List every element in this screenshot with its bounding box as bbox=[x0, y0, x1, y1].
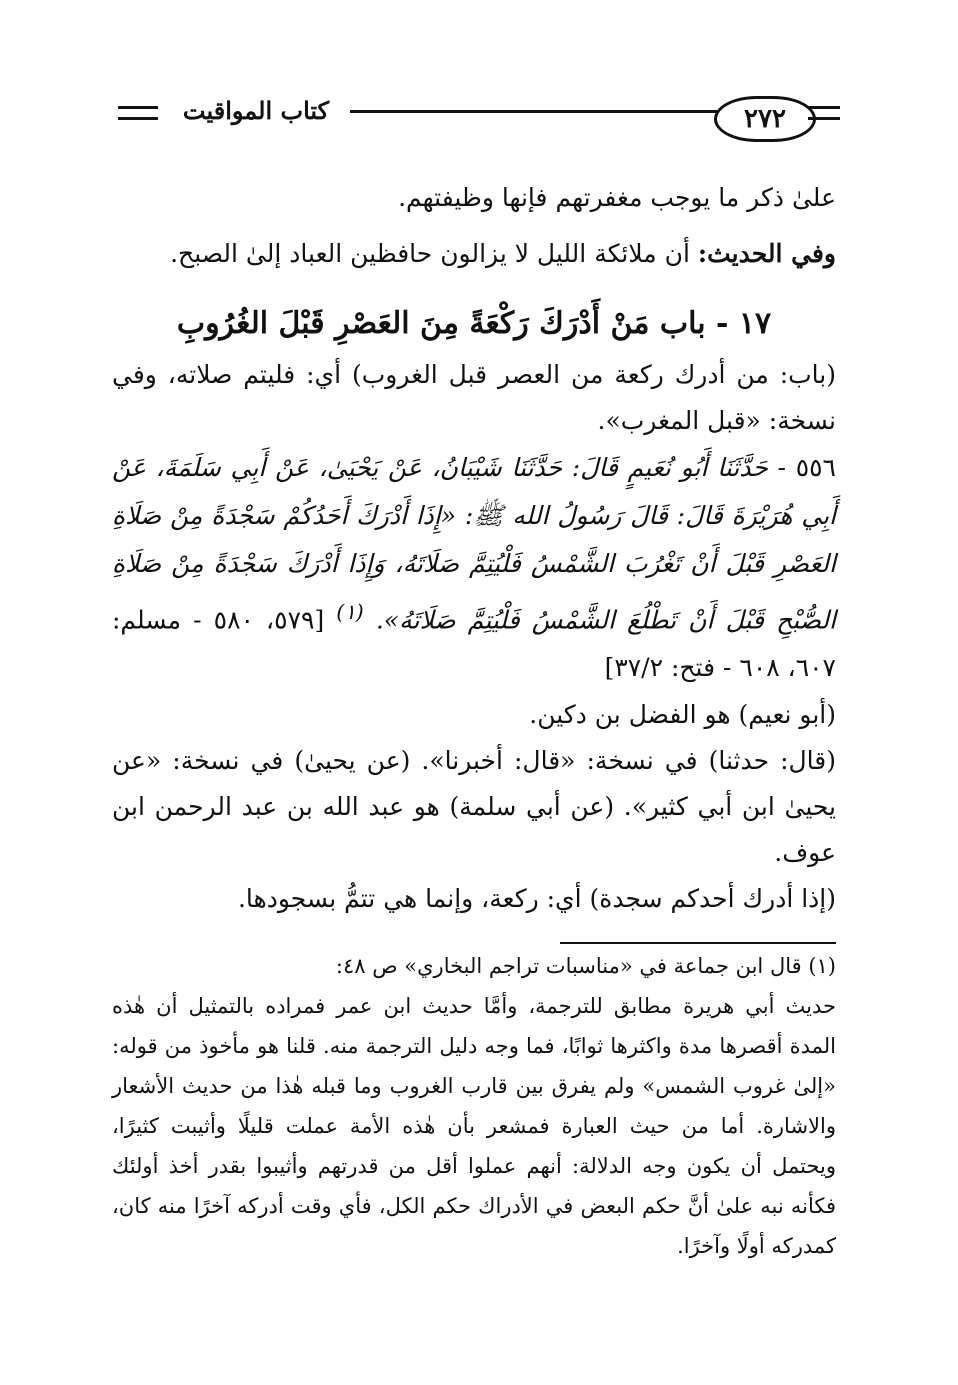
paragraph-1: علىٰ ذكر ما يوجب مغفرتهم فإنها وظيفتهم. bbox=[398, 183, 836, 212]
paragraph-5: (قال: حدثنا) في نسخة: «قال: أخبرنا». (عن يحيىٰ) في نسخة: «عن يحيىٰ ابن أبي كثير». (عن أبي سلمة) هو عبد الله بن عبد الرحمن ابن عوف. bbox=[112, 746, 836, 868]
footnotes bbox=[112, 946, 836, 1266]
hadith-text: حَدَّثَنَا أَبُو نُعَيمٍ قَالَ: حَدَّثَنَا شَيْبَانُ، عَنْ يَحْيَىٰ، عَنْ أَبِي سَلَمَةَ، عَنْ أَبِي هُرَيْرَةَ قَالَ: قَالَ رَسُولُ الله ﷺ: «إِذَا أَدْرَكَ أَحَدُكُمْ سَجْدَةً مِنْ صَلَاةِ العَصْرِ قَبْلَ أَنْ تَغْرُبَ الشَّمْسُ فَلْيُتِمَّ صَلَاتَهُ، وَإِذَا أَدْرَكَ سَجْدَةً مِنْ صَلَاةِ الصُّبْحِ قَبْلَ أَنْ تَطْلُعَ الشَّمْسُ فَلْيُتِمَّ صَلَاتَهُ». bbox=[112, 453, 837, 635]
header-rule-right bbox=[808, 106, 840, 120]
footnote-1-text: حديث أبي هريرة مطابق للترجمة، وأمَّا حديث ابن عمر فمراده بالتمثيل أن هٰذه المدة أقصرها مدة واكثرها ثوابًا، فما وجه دليل الترجمة منه. قلنا هو مأخوذ من قوله: «إلىٰ غروب الشمس» ولم يفرق بين قارب الغروب وما قبله هٰذا من حديث الأشعار والاشارة. أما من حيث العبارة فمشعر بأن هٰذه الأمة عملت قليلًا وأثيبت كثيرًا، ويحتمل أن يكون وجه الدلالة: أنهم عملوا أقل من قدرتهم وأثيبوا بقدر أخذ أولئك فكأنه نبه علىٰ أنَّ حكم البعض في الأدراك حكم الكل، فأي وقت أدركه آخرًا منه كان، كمدركه أولًا وآخرًا. bbox=[112, 994, 836, 1258]
hadith-556 bbox=[112, 444, 836, 692]
paragraph-2-text: أن ملائكة الليل لا يزالون حافظين العباد إلىٰ الصبح. bbox=[170, 239, 690, 268]
paragraph-6: (إذا أدرك أحدكم سجدة) أي: ركعة، وإنما هي تتمُّ بسجودها. bbox=[237, 884, 836, 914]
chapter-heading: ١٧ - باب مَنْ أَدْرَكَ رَكْعَةً مِنَ العَصْرِ قَبْلَ الغُرُوبِ bbox=[176, 306, 772, 341]
header-rule-left bbox=[118, 106, 158, 120]
paragraph-3: (باب: من أدرك ركعة من العصر قبل الغروب) أي: فليتم صلاته، وفي نسخة: «قبل المغرب». bbox=[112, 360, 836, 435]
running-title: كتاب المواقيت bbox=[182, 96, 330, 125]
paragraph-4: (أبو نعيم) هو الفضل بن دكين. bbox=[529, 700, 836, 730]
page-number: ٢٧٢ bbox=[714, 96, 816, 142]
hadith-footnote-marker: (١) bbox=[336, 600, 364, 624]
paragraph-2 bbox=[112, 226, 836, 282]
paragraph-2-lead: وفي الحديث: bbox=[697, 239, 836, 268]
hadith-number: ٥٥٦ - bbox=[777, 453, 836, 482]
running-header bbox=[118, 96, 840, 140]
main-text bbox=[112, 170, 836, 922]
footnote-separator bbox=[560, 942, 836, 944]
footnote-1-intro: (١) قال ابن جماعة في «مناسبات تراجم البخاري» ص ٤٨: bbox=[335, 954, 836, 978]
hadith-references: [٥٧٩، ٥٨٠ - مسلم: ٦٠٧، ٦٠٨ - فتح: ٣٧/٢] bbox=[112, 605, 836, 683]
